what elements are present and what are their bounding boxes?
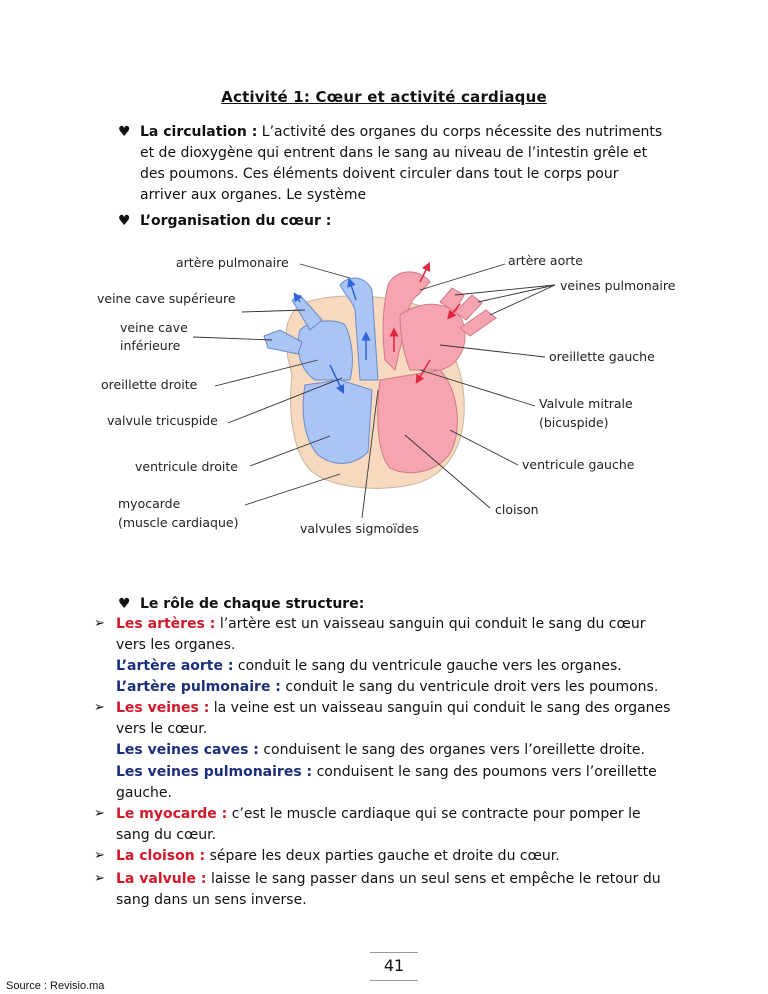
veines-text-1: la veine est un vaisseau sanguin qui conduit le sang des organes [213, 700, 671, 716]
veines-pulmonaires-text: conduisent le sang des poumons vers l’oreillette [316, 764, 657, 780]
arrow-bullet-icon: ➢ [94, 806, 105, 821]
veines-pulmonaires-line [116, 762, 657, 783]
cloison-label: La cloison : [116, 848, 206, 864]
veines-pulmonaires-label: Les veines pulmonaires : [116, 764, 313, 780]
circulation-label: La circulation : [140, 124, 258, 140]
label-myocarde-1: myocarde [118, 496, 181, 511]
circulation-text-1: L’activité des organes du corps nécessite des nutriments [261, 124, 663, 140]
valvule-text-1: laisse le sang passer dans un seul sens et empêche le retour du [210, 871, 661, 887]
valvule-label: La valvule : [116, 871, 207, 887]
circulation-text-2: et de dioxygène qui entrent dans le sang au niveau de l’intestin grêle et [140, 145, 648, 161]
artere-aorte-text: conduit le sang du ventricule gauche vers les organes. [237, 658, 622, 674]
myocarde-line-1 [116, 804, 641, 825]
arrow-bullet-icon: ➢ [94, 848, 105, 863]
arteres-text-2: vers les organes. [116, 637, 236, 653]
organisation-label: L’organisation du cœur : [140, 213, 332, 229]
label-cloison: cloison [495, 502, 539, 517]
artere-pulmonaire-text: conduit le sang du ventricule droit vers les poumons. [285, 679, 659, 695]
role-label: Le rôle de chaque structure: [140, 596, 365, 612]
artere-pulmonaire-label: L’artère pulmonaire : [116, 679, 281, 695]
page-number-bottom-rule [370, 980, 418, 981]
veines-text-2: vers le cœur. [116, 721, 208, 737]
label-valvules-sigmoides: valvules sigmoïdes [300, 521, 419, 536]
circulation-line-1 [140, 122, 662, 143]
circulation-text-3: des poumons. Ces éléments doivent circuler dans tout le corps pour [140, 166, 619, 182]
left-ventricle-shape [378, 370, 458, 473]
page-number: 41 [383, 956, 405, 975]
heart-bullet-icon: ♥ [118, 124, 131, 140]
label-artere-pulmonaire: artère pulmonaire [176, 255, 289, 270]
artere-aorte-label: L’artère aorte : [116, 658, 234, 674]
label-veine-cave-superieure: veine cave supérieure [97, 291, 236, 306]
myocarde-text-2: sang du cœur. [116, 827, 217, 843]
valvule-text-2: sang dans un sens inverse. [116, 892, 307, 908]
label-ventricule-gauche: ventricule gauche [522, 457, 635, 472]
arrow-bullet-icon: ➢ [94, 700, 105, 715]
myocarde-label: Le myocarde : [116, 806, 228, 822]
veines-caves-text: conduisent le sang des organes vers l’oreillette droite. [263, 742, 645, 758]
source-credit: Source : Revisio.ma [6, 980, 105, 992]
cloison-text: sépare les deux parties gauche et droite du cœur. [209, 848, 560, 864]
label-myocarde-2: (muscle cardiaque) [118, 515, 239, 530]
label-ventricule-droite: ventricule droite [135, 459, 238, 474]
label-veine-cave-inferieure-2: inférieure [120, 338, 181, 353]
heart-bullet-icon: ♥ [118, 213, 131, 229]
arrow-bullet-icon: ➢ [94, 871, 105, 886]
left-atrium-shape [400, 304, 465, 370]
page-title: Activité 1: Cœur et activité cardiaque [221, 88, 547, 106]
veines-caves-line [116, 740, 645, 761]
heart-bullet-icon: ♥ [118, 596, 131, 612]
label-oreillette-gauche: oreillette gauche [549, 349, 655, 364]
right-atrium-shape [298, 321, 352, 380]
label-valvule-mitrale-1: Valvule mitrale [539, 396, 633, 411]
heart-diagram [0, 240, 768, 560]
arteres-text-1: l’artère est un vaisseau sanguin qui conduit le sang du cœur [219, 616, 646, 632]
veines-line-1 [116, 698, 670, 719]
veines-pulmonaires-text-2: gauche. [116, 785, 172, 801]
artere-aorte-line [116, 656, 622, 677]
label-oreillette-droite: oreillette droite [101, 377, 198, 392]
label-valvule-mitrale-2: (bicuspide) [539, 415, 609, 430]
arrow-bullet-icon: ➢ [94, 616, 105, 631]
valvule-line-1 [116, 869, 661, 890]
page-number-top-rule [370, 952, 418, 953]
label-artere-aorte: artère aorte [508, 253, 583, 268]
label-valvule-tricuspide: valvule tricuspide [107, 413, 218, 428]
cloison-line [116, 846, 560, 867]
circulation-text-4: arriver aux organes. Le système [140, 187, 367, 203]
label-veine-cave-inferieure-1: veine cave [120, 320, 188, 335]
arteres-line-1 [116, 614, 645, 635]
label-veines-pulmonaire: veines pulmonaire [560, 278, 676, 293]
veines-caves-label: Les veines caves : [116, 742, 259, 758]
veines-label: Les veines : [116, 700, 210, 716]
artere-pulmonaire-line [116, 677, 658, 698]
arteres-label: Les artères : [116, 616, 216, 632]
myocarde-text-1: c’est le muscle cardiaque qui se contracte pour pomper le [231, 806, 641, 822]
